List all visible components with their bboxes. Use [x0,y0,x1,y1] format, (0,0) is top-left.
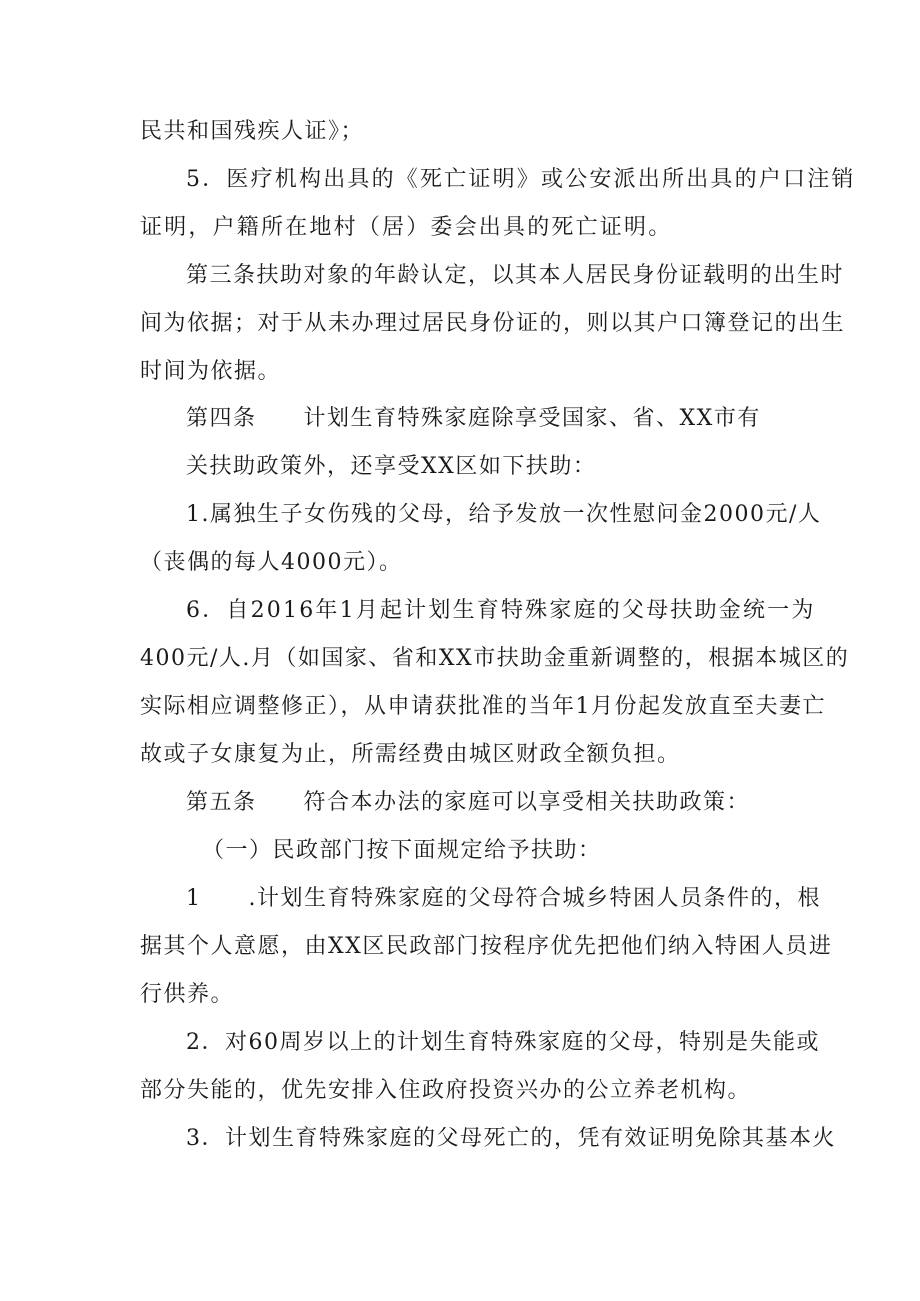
text-line: 第三条扶助对象的年龄认定，以其本人居民身份证载明的出生时 [186,263,845,288]
text-line: 第四条 计划生育特殊家庭除享受国家、省、XX市有 [186,406,761,431]
text-line: 400元/人.月（如国家、省和XX市扶助金重新调整的，根据本城区的 [140,646,850,671]
text-line: 关扶助政策外，还享受XX区如下扶助： [186,454,597,479]
text-line: 据其个人意愿，由XX区民政部门按程序优先把他们纳入特困人员进 [140,934,833,959]
text-line: 1 .计划生育特殊家庭的父母符合城乡特困人员条件的，根 [186,886,821,911]
text-line: 第五条 符合本办法的家庭可以享受相关扶助政策： [186,790,751,815]
text-line: 故或子女康复为止，所需经费由城区财政全额负担。 [140,742,681,767]
text-line: （一）民政部门按下面规定给予扶助： [202,838,602,863]
text-line: 行供养。 [140,982,235,1007]
text-line: 民共和国残疾人证》； [140,119,365,144]
text-line: 实际相应调整修正），从申请获批准的当年1月份起发放直至夫妻亡 [140,694,826,719]
text-line: 3．计划生育特殊家庭的父母死亡的，凭有效证明免除其基本火 [186,1126,836,1151]
text-line: （丧偶的每人4000元）。 [140,550,403,575]
text-line: 6．自2016年1月起计划生育特殊家庭的父母扶助金统一为 [186,598,816,623]
text-line: 部分失能的，优先安排入住政府投资兴办的公立养老机构。 [140,1078,752,1103]
text-line: 间为依据；对于从未办理过居民身份证的，则以其户口簿登记的出生 [140,311,846,336]
text-line: 时间为依据。 [140,359,282,384]
text-line: 1.属独生子女伤残的父母，给予发放一次性慰问金2000元/人 [186,502,822,527]
text-line: 5．医疗机构出具的《死亡证明》或公安派出所出具的户口注销 [186,167,856,192]
text-line: 2．对60周岁以上的计划生育特殊家庭的父母，特别是失能或 [186,1030,820,1055]
text-line: 证明，户籍所在地村（居）委会出具的死亡证明。 [140,215,673,240]
